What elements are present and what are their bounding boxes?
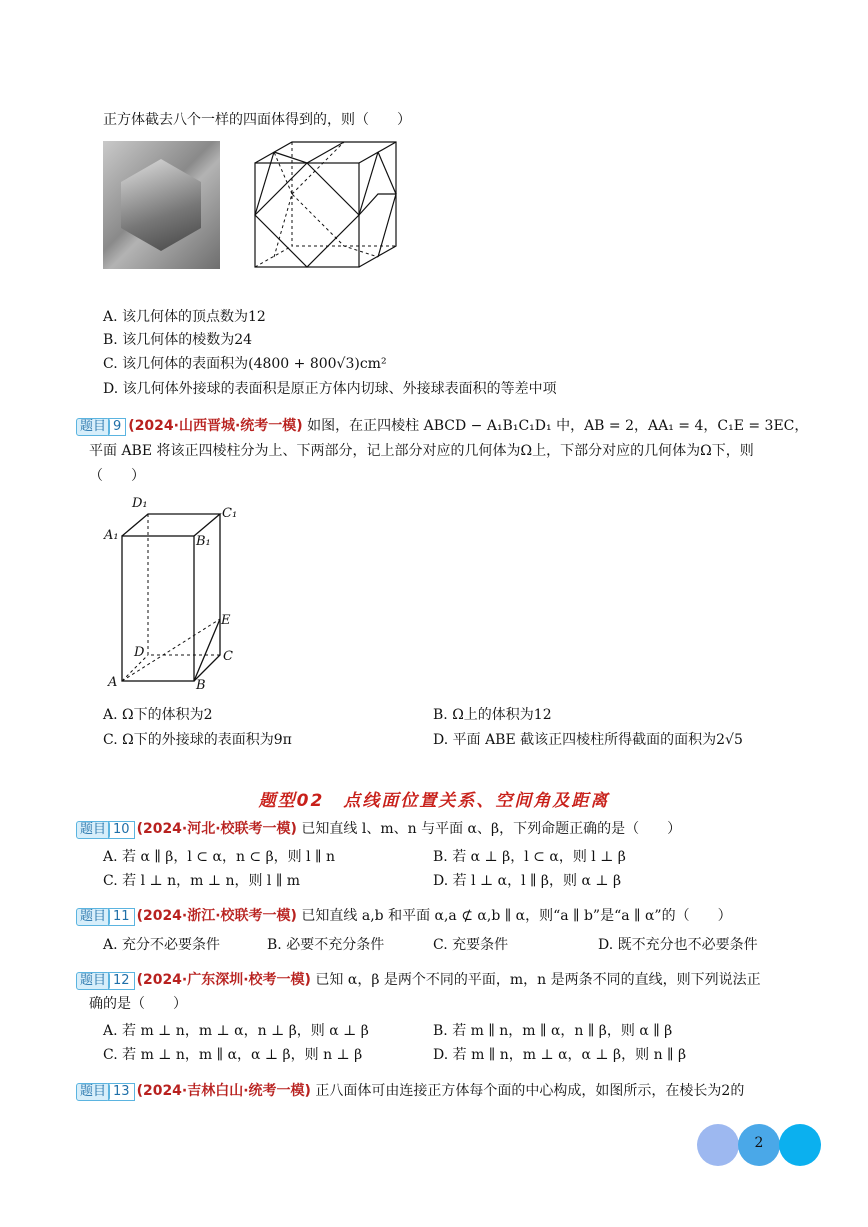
q11-header — [76, 907, 732, 926]
label-c: C — [223, 649, 233, 664]
label-b1: B₁ — [196, 534, 211, 549]
q12-stem-line2: 确的是（ ） — [89, 996, 187, 1012]
label-b: B — [196, 678, 206, 693]
q8-intro: 正方体截去八个一样的四面体得到的，则（ ） — [103, 112, 411, 128]
question-tag: 题目 — [76, 1083, 110, 1101]
q12-option-d: D. 若 m ∥ n，m ⊥ α，α ⊥ β，则 n ∥ β — [433, 1047, 687, 1063]
question-number: 11 — [108, 908, 135, 926]
q10-option-c: C. 若 l ⊥ n，m ⊥ n，则 l ∥ m — [103, 873, 301, 889]
label-c1: C₁ — [222, 506, 238, 521]
q9-option-b: B. Ω上的体积为12 — [433, 707, 552, 723]
question-source: (2024·山西晋城·统考一模) — [128, 418, 303, 434]
q11-option-c: C. 充要条件 — [433, 937, 509, 953]
q10-header — [76, 820, 681, 839]
q10-option-d: D. 若 l ⊥ α，l ∥ β，则 α ⊥ β — [433, 873, 622, 889]
question-source: (2024·广东深圳·校考一模) — [136, 972, 311, 988]
q11-option-a: A. 充分不必要条件 — [103, 937, 221, 953]
q8-option-a: A. 该几何体的顶点数为12 — [103, 309, 266, 325]
q9-stem-line3: （ ） — [89, 468, 145, 484]
q8-option-d: D. 该几何体外接球的表面积是原正方体内切球、外接球表面积的等差中项 — [103, 381, 557, 397]
q9-option-c: C. Ω下的外接球的表面积为9π — [103, 732, 292, 748]
page-number: 2 — [754, 1135, 764, 1151]
question-source: (2024·吉林白山·统考一模) — [136, 1083, 311, 1099]
question-tag: 题目 — [76, 821, 110, 839]
q10-stem: 已知直线 l、m、n 与平面 α、β，下列命题正确的是（ ） — [301, 821, 682, 837]
question-tag: 题目 — [76, 418, 110, 436]
question-source: (2024·浙江·校联考一模) — [136, 908, 297, 924]
label-e: E — [221, 613, 231, 628]
prism-figure — [100, 490, 250, 695]
q9-stem-line1: 如图，在正四棱柱 ABCD − A₁B₁C₁D₁ 中，AB = 2，AA₁ = 4，C₁E = 3EC， — [307, 418, 809, 434]
q11-option-d: D. 既不充分也不必要条件 — [598, 937, 758, 953]
section-heading: 题型02 点线面位置关系、空间角及距离 — [258, 791, 610, 811]
q10-option-b: B. 若 α ⊥ β，l ⊂ α，则 l ⊥ β — [433, 849, 626, 865]
q12-option-b: B. 若 m ∥ n，m ∥ α，n ∥ β，则 α ∥ β — [433, 1023, 673, 1039]
q8-option-c: C. 该几何体的表面积为(4800 + 800√3)cm² — [103, 356, 387, 372]
q9-header — [76, 417, 808, 436]
q11-stem: 已知直线 a,b 和平面 α,a ⊄ α,b ∥ α，则“a ∥ b”是“a ∥ α”的（ ） — [301, 908, 732, 924]
q8-option-b: B. 该几何体的棱数为24 — [103, 332, 253, 348]
question-number: 13 — [108, 1083, 135, 1101]
truncated-cube-figure — [252, 139, 400, 269]
q11-option-b: B. 必要不充分条件 — [267, 937, 385, 953]
label-d1: D₁ — [132, 496, 148, 511]
q9-stem-line2: 平面 ABE 将该正四棱柱分为上、下两部分，记上部分对应的几何体为Ω上，下部分对应的几何体为Ω下，则 — [89, 443, 754, 459]
label-d: D — [134, 645, 145, 660]
question-number: 9 — [108, 418, 126, 436]
label-a1: A₁ — [104, 528, 119, 543]
q12-option-c: C. 若 m ⊥ n，m ∥ α，α ⊥ β，则 n ⊥ β — [103, 1047, 363, 1063]
octahedron-stone-photo — [103, 141, 220, 269]
q10-option-a: A. 若 α ∥ β，l ⊂ α，n ⊂ β，则 l ∥ n — [103, 849, 335, 865]
q13-header — [76, 1082, 744, 1101]
question-source: (2024·河北·校联考一模) — [136, 821, 297, 837]
label-a: A — [108, 675, 118, 690]
q13-stem: 正八面体可由连接正方体每个面的中心构成，如图所示，在棱长为2的 — [315, 1083, 745, 1099]
q12-stem-line1: 已知 α，β 是两个不同的平面，m，n 是两条不同的直线，则下列说法正 — [315, 972, 761, 988]
question-number: 10 — [108, 821, 135, 839]
q9-option-a: A. Ω下的体积为2 — [103, 707, 213, 723]
q9-option-d: D. 平面 ABE 截该正四棱柱所得截面的面积为2√5 — [433, 732, 743, 748]
question-tag: 题目 — [76, 972, 110, 990]
q12-header — [76, 971, 761, 990]
question-number: 12 — [108, 972, 135, 990]
question-tag: 题目 — [76, 908, 110, 926]
q12-option-a: A. 若 m ⊥ n，m ⊥ α，n ⊥ β，则 α ⊥ β — [103, 1023, 369, 1039]
